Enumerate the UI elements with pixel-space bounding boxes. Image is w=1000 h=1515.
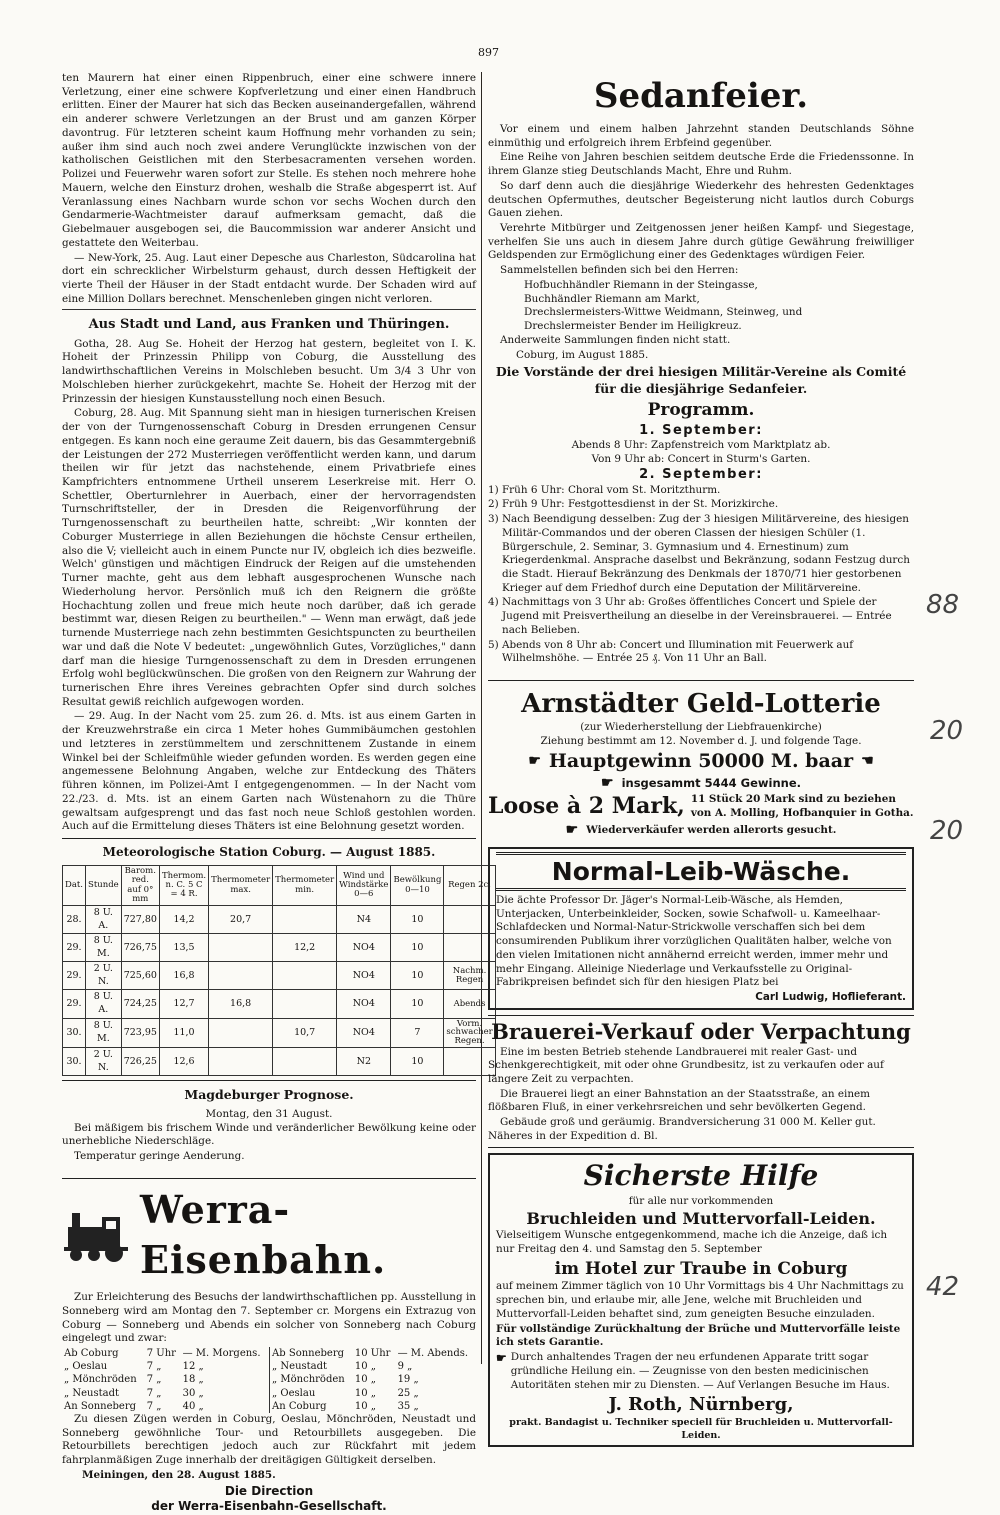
weather-cell: 10: [391, 934, 444, 962]
timetable-cell: 10 „: [354, 1374, 376, 1386]
weather-cell: Nachm. Regen: [444, 962, 495, 990]
weather-cell: 20,7: [209, 906, 273, 934]
weather-col-header: Bewölkung 0—10: [391, 865, 444, 905]
pointing-hand-icon: ☚: [861, 753, 874, 770]
hilfe-trade: prakt. Bandagist u. Techniker speciell für Bruchleiden u. Muttervorfall-Leiden.: [509, 1417, 893, 1441]
section-heading: Aus Stadt und Land, aus Franken und Thüringen.: [88, 317, 450, 333]
hilfe-ad: [488, 1153, 914, 1447]
weather-cell: Vorm. schwacher Regen.: [444, 1018, 495, 1048]
divider: [62, 1178, 476, 1179]
left-column: [62, 72, 493, 1515]
newyork-report: — New-York, 25. Aug. Laut einer Depesche aus Charleston, Südcarolina hat dort ein schrecklicher Wirbelsturm gehaust, durch dessen Heftigkeit der vierte Theil der Häuser in der Stadt entdacht wurde. Der Schaden wird auf eine Million Dollars berechnet. Menschenleben gingen nicht verloren.: [62, 251, 476, 305]
werra-signature-2: der Werra-Eisenbahn-Gesellschaft.: [151, 1499, 387, 1514]
program-line: Abends 8 Uhr: Zapfenstreich vom Marktplatz ab.: [571, 438, 831, 451]
program-list: [488, 484, 914, 667]
timetable-cell: „ Neustadt: [270, 1360, 353, 1373]
timetable-cell: „ Mönchröden: [64, 1374, 137, 1386]
accident-report: ten Maurern hat einer einen Rippenbruch, einer eine schwere innere Verletzung, einer eine schwere Kopfverletzung und einer einen Handbruch erlitten. Einer der Maurer hat sich das Becken auseinandergefallen, während ein anderer schwere Verletzungen an der Brust und am ganzen Körper davontrug. Für letzteren scheint kaum Hoffnung mehr vorhanden zu sein; außer ihm sind auch noch zwei andere Verunglückte inzwischen von der katholischen Geistlichen mit den Sterbesacramenten versehen worden. Polizei und Feuerwehr waren sofort zur Stelle. Es stehen noch mehrere hohe Mauern, welche den Einsturz drohen, weshalb die Straße abgesperrt ist. Auf Veranlassung eines Nachbarn wurde schon vor sechs Wochen durch den Gendarmerie-Wachtmeister darauf aufmerksam gemacht, daß die Giebelmauer ausgebogen sei, die Baucommission war anderer Ansicht und gestattete den Weiterbau.: [62, 72, 476, 249]
weather-cell: N4: [337, 906, 391, 934]
weather-row: [63, 962, 496, 990]
program-day-1: 1. September:: [639, 422, 763, 438]
lottery-ad: [488, 685, 914, 842]
weather-row: [63, 906, 496, 934]
hilfe-subtitle: für alle nur vorkommenden: [628, 1194, 774, 1207]
weather-cell: 10: [391, 962, 444, 990]
weather-cell: [209, 934, 273, 962]
sedan-paragraph: Sammelstellen befinden sich bei den Herren:: [500, 264, 739, 277]
timetable-cell: — M. Abends.: [397, 1348, 469, 1360]
locomotive-icon: [62, 1207, 132, 1263]
brewery-title: Brauerei-Verkauf oder Verpachtung: [491, 1018, 911, 1044]
collector-item: Drechslermeister Bender im Heiligkreuz.: [524, 320, 742, 333]
timetable-row: [62, 1360, 476, 1373]
werra-timetable: [62, 1347, 476, 1413]
prognosis-date: Montag, den 31 August.: [205, 1107, 333, 1120]
weather-cell: 13,5: [159, 934, 208, 962]
weather-col-header: Wind und Windstärke 0—6: [337, 865, 391, 905]
prognosis-text: Bei mäßigem bis frischem Winde und veränderlicher Bewölkung keine oder unerhebliche Niederschläge.: [62, 1121, 476, 1148]
timetable-cell: An Sonneberg: [64, 1400, 137, 1412]
weather-row: [63, 990, 496, 1018]
timetable-cell: 7 „: [146, 1361, 162, 1373]
timetable-row: [62, 1347, 476, 1360]
weather-cell: 723,95: [121, 1018, 159, 1048]
coburg-report: Coburg, 28. Aug. Mit Spannung sieht man in hiesigen turnerischen Kreisen der von der Turngenossenschaft Coburg in Dresden errungenen Censur entgegen. Es kann noch eine geraume Zeit dauern, bis das Gesammtergebniß der Leistungen der 272 Musterriegen veröffentlicht werden kann, und darum theilen wir für jetzt das nachstehende, einem Privatbriefe eines Kampfrichters entnommene Urtheil unserem Leserkreise mit. Herr O. Schettler, Oberturnlehrer in Auerbach, einer der hervorragendsten Turnschriftsteller, der in Dresden die Reigenvorführung der Turngenossenschaft zu beurtheilen hatte, schreibt: „Wir konnten der Coburger Musterriege in allen Beziehungen die höchste Censur ertheilen, also die V; vielleicht auch in einem Puncte nur IV, obgleich ich dies bezweifle. Welch' günstigen und mächtigen Eindruck der Reigen auf die umstehenden Turner machte, geht aus dem lebhaft ausgesprochenen Wunsche nach Wiederholung hervor. Persönlich muß ich den Reignern die größte Hochachtung zollen und freue mich heute noch darüber, daß ich gerade bestimmt war, diesen Reigen zu beurtheilen." — Wenn man erwägt, daß jede turnende Musterriege nach zehn bestimmten Gesichtspuncten zu beurtheilen war und daß die Note V bedeutet: „ungewöhnlich Gutes, Vorzügliches," dann darf man die hiesige Turngenossenschaft zu dem in Dresden errungenen Erfolg wohl beglückwünschen. Die großen von den Reignern zur Wahrung der turnerischen Ehre ihres Vereines gebrachten Opfer sind durch solches Resultat gewiß reichlich aufgewogen worden.: [62, 407, 476, 708]
committee-line: Die Vorstände der drei hiesigen Militär-Vereine als Comité für die diesjährige Sedanfeier.: [495, 364, 907, 396]
timetable-cell: „ Neustadt: [64, 1387, 119, 1399]
lottery-total: insgesammt 5444 Gewinne.: [621, 775, 801, 790]
timetable-cell: 10 „: [354, 1400, 376, 1412]
hilfe-text: Durch anhaltendes Tragen der neu erfundenen Apparate tritt sogar gründliche Heilung ein. — Zeugnisse von den besten medicinischen Autoritäten stehen mir zu Diensten. — Auf Verlangen Besuche im Haus.: [510, 1351, 890, 1391]
hilfe-subtitle-2: Bruchleiden und Muttervorfall-Leiden.: [526, 1209, 876, 1229]
page-number: 897: [478, 46, 499, 59]
timetable-cell: 25 „: [397, 1387, 419, 1399]
weather-table-body: [63, 906, 496, 1076]
margin-note: 88: [926, 590, 960, 620]
program-item: 2) Früh 9 Uhr: Festgottesdienst in der St. Morizkirche.: [488, 498, 779, 511]
timetable-cell: — M. Morgens.: [182, 1348, 261, 1360]
weather-cell: 724,25: [121, 990, 159, 1018]
weather-cell: 14,2: [159, 906, 208, 934]
hilfe-title: Sicherste Hilfe: [583, 1158, 819, 1192]
weather-cell: 29.: [63, 934, 86, 962]
pointing-hand-icon: ☛: [528, 753, 541, 770]
program-item: 5) Abends von 8 Uhr ab: Concert und Illumination mit Feuerwerk auf Wilhelmshöhe. — Entrée 25 ₰. Von 11 Uhr an Ball.: [488, 638, 854, 665]
hilfe-apparatus-row: [496, 1351, 906, 1393]
prognosis-temperature: Temperatur geringe Aenderung.: [74, 1150, 245, 1163]
weather-row: [63, 934, 496, 962]
weather-cell: 30.: [63, 1018, 86, 1048]
weather-table: [62, 865, 496, 1076]
weather-cell: 10,7: [273, 1018, 337, 1048]
weather-cell: [273, 962, 337, 990]
divider: [62, 1080, 476, 1081]
weather-cell: [273, 990, 337, 1018]
hilfe-text: Für vollständige Zurückhaltung der Brüche und Muttervorfälle leiste ich stets Garantie.: [496, 1322, 901, 1349]
lottery-resellers-row: [488, 821, 914, 839]
prognosis-title: Magdeburger Prognose.: [184, 1087, 354, 1103]
timetable-cell: 10 „: [354, 1387, 376, 1399]
timetable-cell: 7 „: [146, 1387, 162, 1399]
weather-cell: 10: [391, 990, 444, 1018]
weather-cell: 726,75: [121, 934, 159, 962]
werra-signature-1: Die Direction: [224, 1483, 314, 1498]
normal-wear-text: Die ächte Professor Dr. Jäger's Normal-Leib-Wäsche, als Hemden, Unterjacken, Unterbeinkleider, Socken, sowie Schafwoll- u. Kameelhaar-Schlafdecken und Normal-Natur-Strickwolle verschaffen sich bei dem consumirenden Publikum ihrer vorzüglichen Qualitäten halber, welche von den vielen Imitationen nicht annähernd erreicht werden, immer mehr und mehr Eingang. Alleinige Niederlage und Verkaufsstelle zu Original-Fabrikpreisen befindet sich für den hiesigen Platz bei: [496, 893, 892, 989]
weather-cell: [209, 1048, 273, 1076]
weather-col-header: Dat.: [63, 865, 86, 905]
weather-col-header: Thermom. n. C. 5 C = 4 R.: [159, 865, 208, 905]
normal-wear-title: Normal-Leib-Wäsche.: [496, 852, 906, 891]
lottery-lose: Loose à 2 Mark,: [488, 793, 685, 820]
sedan-place-date: Coburg, im August 1885.: [516, 348, 649, 361]
pointing-hand-icon: ☛: [601, 774, 614, 791]
column-divider: [481, 72, 482, 1364]
timetable-cell: 18 „: [182, 1374, 204, 1386]
weather-heading: Meteorologische Station Coburg. — August 1885.: [102, 845, 436, 860]
weather-cell: [273, 906, 337, 934]
pointing-hand-icon: ☛: [565, 822, 579, 839]
theft-report: — 29. Aug. In der Nacht vom 25. zum 26. d. Mts. ist aus einem Garten in der Kreuzwehrstraße ein circa 1 Meter hohes Gummibäumchen gestohlen und letzteres in zerstümmeltem und zerschnittenem Zustande in einem Winkel bei der Schleifmühle wieder gefunden worden. Es werden gegen eine angemessene Belohnung Angaben, welche zur Entdeckung des Thäters führen können, im Polizei-Amt I entgegengenommen. — In der Nacht vom 22./23. d. Mts. ist an einem Garten nach Wüstenahorn zu die Thüre gewaltsam aufgesprengt und das fast noch neue Schloß gestohlen worden. Auch auf die Ermittelung dieses Thäters ist eine Belohnung gesetzt worden.: [62, 710, 476, 833]
weather-cell: [209, 962, 273, 990]
hilfe-text: Vielseitigem Wunsche entgegenkommend, mache ich die Anzeige, daß ich nur Freitag den 4. und Samstag den 5. September: [496, 1229, 888, 1256]
sedan-paragraph: Vor einem und einem halben Jahrzehnt standen Deutschlands Söhne einmüthig und erfolgreich ihrem Erbfeind gegenüber.: [488, 122, 914, 149]
lottery-subtitle: (zur Wiederherstellung der Liebfrauenkirche): [580, 721, 822, 734]
weather-cell: 2 U. N.: [86, 1048, 122, 1076]
timetable-cell: 10 „: [354, 1361, 376, 1373]
timetable-cell: „ Oeslau: [270, 1387, 353, 1400]
weather-cell: 29.: [63, 990, 86, 1018]
weather-col-header: Stunde: [86, 865, 122, 905]
weather-cell: 12,6: [159, 1048, 208, 1076]
weather-cell: 10: [391, 1048, 444, 1076]
brewery-text: Eine im besten Betrieb stehende Landbrauerei mit realer Gast- und Schenkgerechtigkeit, mit oder ohne Grundbesitz, ist zu verkaufen oder auf längere Zeit zu verpachten.: [488, 1045, 884, 1086]
lottery-lose-detail: 11 Stück 20 Mark sind zu beziehen von A. Molling, Hofbanquier in Gotha.: [690, 793, 914, 819]
werra-place-date: Meiningen, den 28. August 1885.: [82, 1468, 276, 1481]
collector-list: [488, 279, 914, 334]
pointing-hand-icon: ☛: [496, 1351, 507, 1366]
program-title: Programm.: [647, 400, 755, 421]
collector-item: Hofbuchhändler Riemann in der Steingasse,: [524, 278, 758, 291]
program-day-2: 2. September:: [639, 467, 763, 483]
weather-cell: 8 U. M.: [86, 1018, 122, 1048]
weather-cell: 16,8: [209, 990, 273, 1018]
brewery-ad: [488, 1015, 914, 1148]
timetable-cell: 12 „: [182, 1361, 204, 1373]
lottery-lose-row: [488, 792, 914, 821]
weather-cell: 11,0: [159, 1018, 208, 1048]
program-line: Von 9 Uhr ab: Concert in Sturm's Garten.: [591, 452, 811, 465]
program-item: 4) Nachmittags von 3 Uhr ab: Großes öffentliches Concert und Spiele der Jugend mit Preisvertheilung an dieselbe in der Vereinsbrauerei. — Entrée nach Belieben.: [488, 596, 892, 636]
margin-note: 20: [930, 816, 964, 846]
sedan-paragraph: Verehrte Mitbürger und Zeitgenossen jener heißen Kampf- und Siegestage, verhelfen Sie uns auch in diesem Jahre durch gütige Gewährung freiwilliger Geldspenden zur Ermöglichung einer des Gedenktages würdigen Feier.: [488, 222, 914, 262]
normal-wear-ad: [488, 847, 914, 1010]
timetable-cell: 30 „: [182, 1387, 204, 1399]
weather-cell: NO4: [337, 934, 391, 962]
lottery-main-prize: Hauptgewinn 50000 M. baar: [548, 749, 854, 772]
weather-cell: NO4: [337, 990, 391, 1018]
timetable-cell: „ Mönchröden: [270, 1373, 353, 1386]
lottery-resellers: Wiederverkäufer werden allerorts gesucht.: [586, 823, 837, 836]
weather-cell: 12,7: [159, 990, 208, 1018]
weather-cell: 12,2: [273, 934, 337, 962]
weather-cell: NO4: [337, 962, 391, 990]
timetable-cell: Ab Coburg: [64, 1348, 119, 1360]
weather-header-row: [63, 865, 496, 905]
sedan-paragraph: So darf denn auch die diesjährige Wiederkehr des hehresten Gedenktages deutschen Opfermuthes, deutscher Begeisterung nicht lautlos durch Coburgs Gauen ziehen.: [488, 179, 914, 220]
timetable-row: [62, 1400, 476, 1413]
weather-cell: 727,80: [121, 906, 159, 934]
timetable-row: [62, 1387, 476, 1400]
normal-wear-dealer: Carl Ludwig, Hoflieferant.: [755, 991, 906, 1004]
weather-cell: 2 U. N.: [86, 962, 122, 990]
timetable-cell: 7 „: [146, 1374, 162, 1386]
weather-col-header: Regen 2c.: [444, 865, 495, 905]
margin-note: 42: [926, 1272, 960, 1302]
weather-cell: 726,25: [121, 1048, 159, 1076]
right-column: [488, 72, 914, 1452]
weather-cell: 28.: [63, 906, 86, 934]
sedan-paragraph: Anderweite Sammlungen finden nicht statt.: [500, 333, 731, 346]
timetable-cell: 40 „: [182, 1400, 204, 1412]
divider: [62, 309, 476, 310]
timetable-cell: Ab Sonneberg: [270, 1347, 353, 1360]
hilfe-name: J. Roth, Nürnberg,: [608, 1394, 794, 1416]
weather-cell: 8 U. A.: [86, 990, 122, 1018]
weather-cell: 30.: [63, 1048, 86, 1076]
timetable-cell: 19 „: [397, 1374, 419, 1386]
margin-note: 20: [930, 716, 964, 746]
weather-col-header: Thermometer max.: [209, 865, 273, 905]
weather-cell: Abends: [444, 990, 495, 1018]
werra-header: [62, 1185, 476, 1285]
lottery-main-prize-row: [488, 749, 914, 774]
weather-cell: 10: [391, 906, 444, 934]
sedan-paragraph: Eine Reihe von Jahren beschien seitdem deutsche Erde die Friedenssonne. In ihrem Glanze stieg Deutschlands Macht, Ehre und Ruhm.: [488, 151, 914, 178]
weather-cell: [209, 1018, 273, 1048]
weather-row: [63, 1018, 496, 1048]
collector-item: Drechslermeisters-Wittwe Weidmann, Steinweg, und: [524, 306, 803, 319]
weather-cell: 8 U. A.: [86, 906, 122, 934]
weather-row: [63, 1048, 496, 1076]
program-item: 3) Nach Beendigung desselben: Zug der 3 hiesigen Militärvereine, des hiesigen Militär-Commandos und der oberen Classen der hiesigen Schüler (1. Bürgerschule, 2. Seminar, 3. Gymnasium und 4. Ernestinum) zum Kriegerdenkmal. Ansprache daselbst und Bekränzung, sodann Festzug durch die Stadt. Hierauf Bekränzung des Denkmals der 1870/71 hier gestorbenen Krieger auf dem Friedhof durch eine Deputation der Militärvereine.: [488, 513, 910, 594]
weather-cell: N2: [337, 1048, 391, 1076]
weather-cell: 725,60: [121, 962, 159, 990]
werra-timetable-body: [62, 1347, 476, 1413]
weather-cell: 7: [391, 1018, 444, 1048]
timetable-cell: 9 „: [397, 1361, 413, 1373]
program-item: 1) Früh 6 Uhr: Choral vom St. Moritzthurm.: [488, 483, 721, 496]
weather-cell: [273, 1048, 337, 1076]
brewery-text: Die Brauerei liegt an einer Bahnstation an der Staatsstraße, an einem flößbaren Fluß, in einer verkehrsreichen und sehr bevölkerten Gegend.: [488, 1087, 871, 1114]
timetable-cell: 7 Uhr: [146, 1348, 176, 1360]
hilfe-text: auf meinem Zimmer täglich von 10 Uhr Vormittags bis 4 Uhr Nachmittags zu sprechen bin, und erlaube mir, alle Jene, welche mit Bruchleiden und Muttervorfall-Leiden behaftet sind, zum geneigten Besuche einzuladen.: [496, 1280, 904, 1320]
werra-intro: Zur Erleichterung des Besuchs der landwirthschaftlichen pp. Ausstellung in Sonneberg wird am Montag den 7. September cr. Morgens ein Extrazug von Coburg — Sonneberg und Abends ein solcher von Sonneberg nach Coburg eingelegt und zwar:: [62, 1291, 476, 1345]
brewery-text: Gebäude groß und geräumig. Brandversicherung 31 000 M. Keller gut. Näheres in der Expedition d. Bl.: [488, 1116, 876, 1142]
timetable-cell: „ Oeslau: [64, 1361, 108, 1373]
timetable-cell: 10 Uhr: [354, 1348, 391, 1360]
weather-col-header: Barom. red. auf 0° mm: [121, 865, 159, 905]
divider: [62, 838, 476, 839]
timetable-cell: An Coburg: [270, 1400, 353, 1413]
lottery-draw: Ziehung bestimmt am 12. November d. J. und folgende Tage.: [540, 735, 862, 748]
werra-title: Werra-Eisenbahn.: [140, 1186, 387, 1282]
timetable-cell: 7 „: [146, 1400, 162, 1412]
weather-cell: 29.: [63, 962, 86, 990]
timetable-row: [62, 1373, 476, 1386]
gotha-report: Gotha, 28. Aug Se. Hoheit der Herzog hat gestern, begleitet von I. K. Hoheit der Prinzessin Philipp von Coburg, die Ausstellung des landwirthschaftlichen Vereins in Molschleben besucht. Um 3/4 3 Uhr von Molschleben hierher zurückgekehrt, machte Se. Hoheit der Herzog mit der Prinzessin der hiesigen Kunstausstellung noch einen Besuch.: [62, 337, 476, 405]
weather-cell: 16,8: [159, 962, 208, 990]
werra-outro: Zu diesen Zügen werden in Coburg, Oeslau, Mönchröden, Neustadt und Sonneberg gewöhnliche Tour- und Retourbillets ausgegeben. Die Retourbillets berechtigen jedoch auch zur Rückfahrt mit jedem fahrplanmäßigen Zuge innerhalb der dreitägigen Gültigkeit derselben.: [62, 1412, 476, 1467]
divider: [488, 680, 914, 681]
lottery-title: Arnstädter Geld-Lotterie: [521, 689, 881, 720]
weather-col-header: Thermometer min.: [273, 865, 337, 905]
lottery-total-row: [488, 774, 914, 792]
hilfe-hotel: im Hotel zur Traube in Coburg: [554, 1258, 848, 1279]
weather-cell: NO4: [337, 1018, 391, 1048]
sedan-title: Sedanfeier.: [593, 76, 809, 116]
timetable-cell: 35 „: [397, 1400, 419, 1412]
collector-item: Buchhändler Riemann am Markt,: [524, 292, 700, 305]
weather-cell: 8 U. M.: [86, 934, 122, 962]
